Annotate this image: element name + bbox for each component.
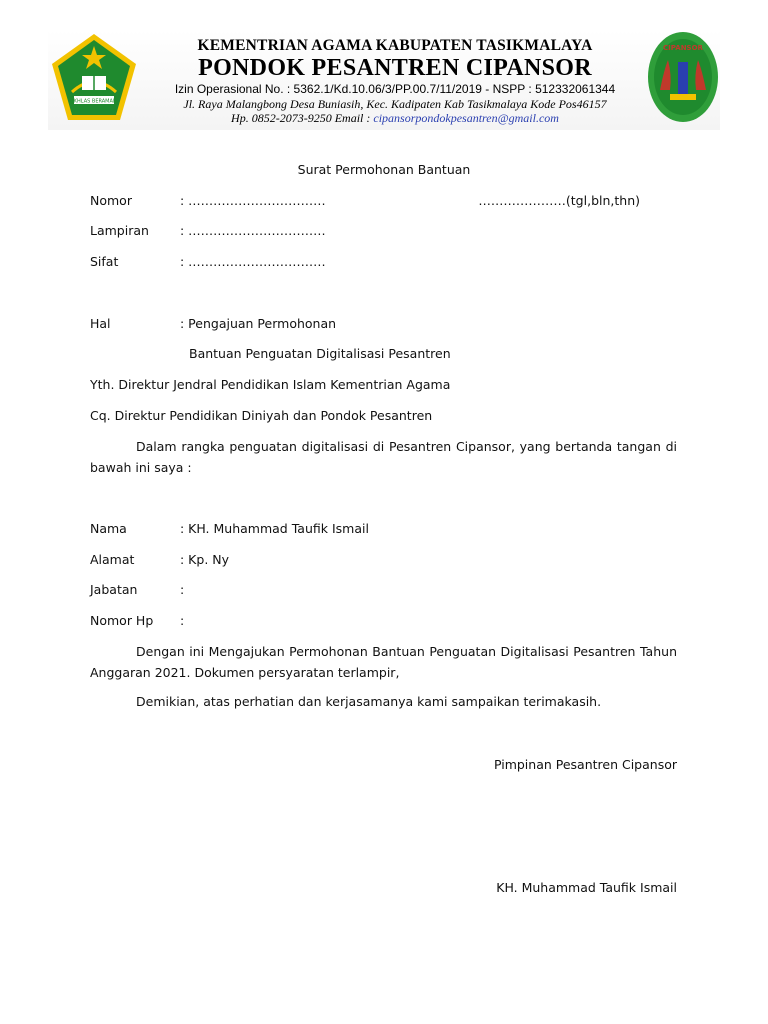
date-placeholder: …………………(tgl,bln,thn) [478, 193, 640, 208]
recipient-line-1: Yth. Direktur Jendral Pendidikan Islam Kementrian Agama [90, 377, 451, 392]
pesantren-logo-text: CIPANSOR [663, 44, 703, 52]
hal-value-continued: Bantuan Penguatan Digitalisasi Pesantren [189, 346, 451, 361]
nomor-label: Nomor [90, 193, 132, 208]
recipient-line-2: Cq. Direktur Pendidikan Diniyah dan Pondok Pesantren [90, 408, 433, 423]
contact-line [150, 111, 640, 125]
lampiran-label: Lampiran [90, 223, 149, 238]
letter-title: Surat Permohonan Bantuan [297, 162, 471, 177]
sifat-label: Sifat [90, 254, 119, 269]
email-address: cipansorpondokpesantren@gmail.com [373, 111, 559, 125]
nama-label: Nama [90, 521, 127, 536]
alamat-label: Alamat [90, 552, 135, 567]
signatory-title: Pimpinan Pesantren Cipansor [493, 757, 677, 772]
closing-sentence: Demikian, atas perhatian dan kerjasamanya kami sampaikan terimakasih. [136, 694, 602, 709]
request-paragraph-line-2: Anggaran 2021. Dokumen persyaratan terlampir, [90, 665, 400, 680]
ministry-logo-caption: IKHLAS BERAMAL [72, 98, 116, 105]
sifat-value: : …………………………… [180, 254, 326, 269]
nomorhp-value: : [180, 613, 185, 628]
letterhead-text [150, 36, 640, 125]
jabatan-value: : [180, 582, 185, 597]
ministry-name: KEMENTRIAN AGAMA KABUPATEN TASIKMALAYA [197, 37, 593, 54]
intro-paragraph-line-1: Dalam rangka penguatan digitalisasi di Pesantren Cipansor, yang bertanda tangan di [136, 439, 677, 454]
request-paragraph-line-1: Dengan ini Mengajukan Permohonan Bantuan Penguatan Digitalisasi Pesantren Tahun [136, 644, 677, 659]
pesantren-logo [646, 30, 720, 124]
alamat-value: : Kp. Ny [180, 552, 230, 567]
jabatan-label: Jabatan [90, 582, 138, 597]
nomor-value: : …………………………… [180, 193, 326, 208]
permit-number: Izin Operasional No. : 5362.1/Kd.10.06/3/PP.00.7/11/2019 - NSPP : 512332061344 [174, 82, 616, 96]
nomorhp-label: Nomor Hp [90, 613, 154, 628]
nama-value: : KH. Muhammad Taufik Ismail [180, 521, 369, 536]
school-name: PONDOK PESANTREN CIPANSOR [198, 55, 592, 81]
lampiran-value: : …………………………… [180, 223, 326, 238]
ministry-logo [50, 32, 138, 124]
address-line: Jl. Raya Malangbong Desa Buniasih, Kec. Kadipaten Kab Tasikmalaya Kode Pos46157 [183, 97, 607, 111]
hal-value: : Pengajuan Permohonan [180, 316, 337, 331]
signatory-name: KH. Muhammad Taufik Ismail [496, 880, 677, 895]
phone-label: Hp. 0852-2073-9250 Email : [231, 111, 374, 125]
intro-paragraph-line-2: bawah ini saya : [90, 460, 192, 475]
hal-label: Hal [90, 316, 111, 331]
